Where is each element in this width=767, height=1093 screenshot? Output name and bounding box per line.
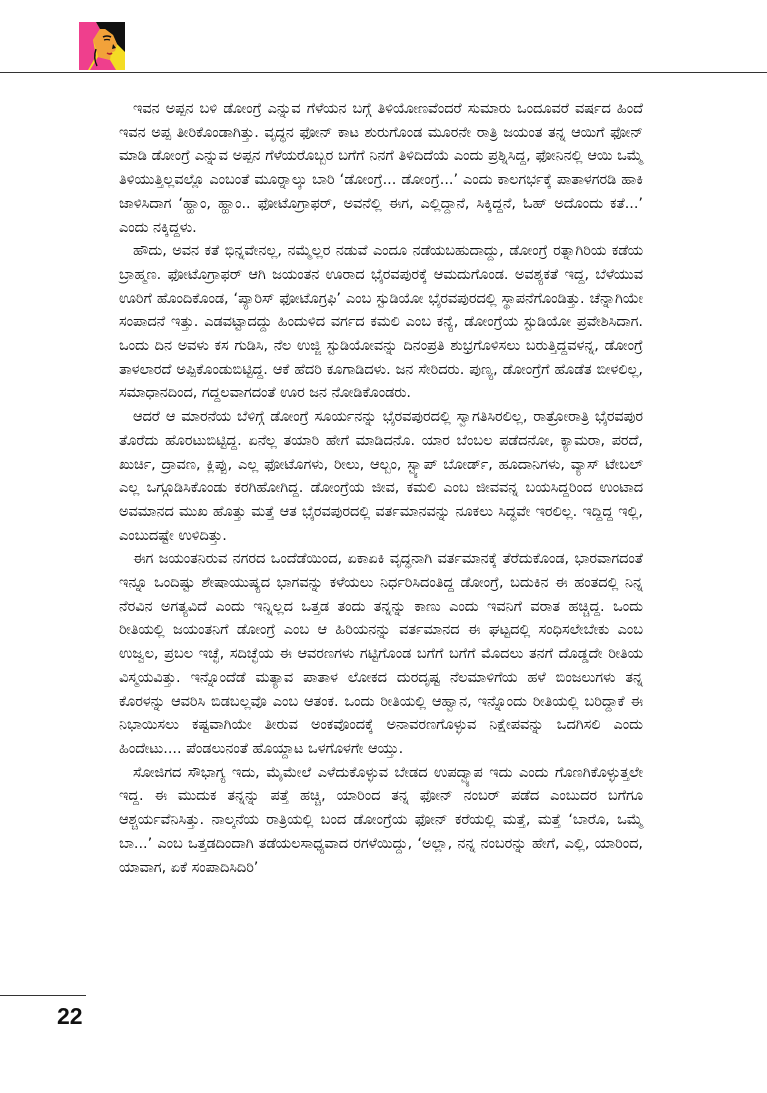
paragraph: ಈಗ ಜಯಂತನಿರುವ ನಗರದ ಒಂದೆಡೆಯಿಂದ, ಏಕಾಏಕಿ ವೃದ್ಧನಾಗಿ ವರ್ತಮಾನಕ್ಕೆ ತೆರೆದುಕೊಂಡ, ಭಾರವಾಗದಂತೆ ಇನ್ನೂ ಒಂದಿಷ್ಟು ಶೇಷಾಯುಷ್ಯದ ಭಾಗವನ್ನು ಕಳೆಯಲು ನಿರ್ಧರಿಸಿದಂತಿದ್ದ ಡೋಂಗ್ರೆ, ಬದುಕಿನ ಈ ಹಂತದಲ್ಲಿ ನಿನ್ನ ನೆರವಿನ ಅಗತ್ಯವಿದೆ ಎಂದು ಇನ್ನಿಲ್ಲದ ಒತ್ತಡ ತಂದು ತನ್ನನ್ನು ಕಾಣು ಎಂದು ಇವನಿಗೆ ವರಾತ ಹಚ್ಚಿದ್ದ. ಒಂದು ರೀತಿಯಲ್ಲಿ ಜಯಂತನಿಗೆ ಡೋಂಗ್ರೆ ಎಂಬ ಆ ಹಿರಿಯನನ್ನು ವರ್ತಮಾನದ ಈ ಘಟ್ಟದಲ್ಲಿ ಸಂಧಿಸಲೇಬೇಕು ಎಂಬ ಉಜ್ವಲ, ಪ್ರಬಲ ಇಚ್ಛೆ, ಸದಿಚ್ಛೆಯ ಈ ಆವರಣಗಳು ಗಟ್ಟಿಗೊಂಡ ಬಗೆಗೆ ಬಗೆಗೆ ಮೊದಲು ತನಗೆ ದೊಡ್ಡದೇ ರೀತಿಯ ವಿಸ್ಮಯವಿತ್ತು. ಇನ್ನೊಂದೆಡೆ ಮತ್ಯಾವ ಪಾತಾಳ ಲೋಕದ ದುರದೃಷ್ಟ ನೆಲಮಾಳಿಗೆಯ ಹಳೆ ಬಿಂಜಲುಗಳು ತನ್ನ ಕೊರಳನ್ನು ಆವರಿಸಿ ಬಿಡಬಲ್ಲವೊ ಎಂಬ ಆತಂಕ. ಒಂದು ರೀತಿಯಲ್ಲಿ ಆಹ್ವಾನ, ಇನ್ನೊಂದು ರೀತಿಯಲ್ಲಿ ಬರಿದ್ದಾಕೆ ಈ ನಿಭಾಯಿಸಲು ಕಷ್ಟವಾಗಿಯೇ ತೀರುವ ಅಂಕವೊಂದಕ್ಕೆ ಅನಾವರಣಗೊಳ್ಳುವ ನಿಕ್ಷೇಪವನ್ನು ಒದಗಿಸಲಿ ಎಂದು ಹಿಂದೇಟು.... ಪೆಂಡಲುನಂತೆ ಹೊಯ್ದಾಟ ಒಳಗೊಳಗೇ ಆಯ್ತು. [119, 551, 643, 757]
header-rule [0, 72, 767, 73]
page-number: 22 [57, 1003, 83, 1029]
paragraph: ಹೌದು, ಅವನ ಕತೆ ಭಿನ್ನವೇನಲ್ಲ, ನಮ್ಮೆಲ್ಲರ ನಡುವೆ ಎಂದೂ ನಡೆಯಬಹುದಾದ್ದು, ಡೋಂಗ್ರೆ ರತ್ನಾಗಿರಿಯ ಕಡೆಯ ಬ್ರಾಹ್ಮಣ. ಫೋಟೊಗ್ರಾಫರ್ ಆಗಿ ಜಯಂತನ ಊರಾದ ಭೈರವಪುರಕ್ಕೆ ಆಮದುಗೊಂಡ. ಅವಶ್ಯಕತೆ ಇದ್ದ, ಬೆಳೆಯುವ ಊರಿಗೆ ಹೊಂದಿಕೊಂಡ, ‘ಪ್ಯಾರಿಸ್ ಫೋಟೊಗ್ರಫಿ’ ಎಂಬ ಸ್ಟುಡಿಯೋ ಭೈರವಪುರದಲ್ಲಿ ಸ್ಥಾಪನೆಗೊಂಡಿತ್ತು. ಚೆನ್ನಾಗಿಯೇ ಸಂಪಾದನೆ ಇತ್ತು. ಎಡವಟ್ಟಾದದ್ದು ಹಿಂದುಳಿದ ವರ್ಗದ ಕಮಲಿ ಎಂಬ ಕನ್ಯೆ, ಡೋಂಗ್ರೆಯ ಸ್ಟುಡಿಯೋ ಪ್ರವೇಶಿಸಿದಾಗ. ಒಂದು ದಿನ ಅವಳು ಕಸ ಗುಡಿಸಿ, ನೆಲ ಉಜ್ಜಿ ಸ್ಟುಡಿಯೋವನ್ನು ದಿನಂಪ್ರತಿ ಶುಭ್ರಗೊಳಿಸಲು ಬರುತ್ತಿದ್ದವಳನ್ನ, ಡೋಂಗ್ರೆ ತಾಳಲಾರದೆ ಅಪ್ಪಿಕೊಂಡುಬಿಟ್ಟಿದ್ದ. ಆಕೆ ಹೆದರಿ ಕೂಗಾಡಿದಳು. ಜನ ಸೇರಿದರು. ಪುಣ್ಯ, ಡೋಂಗ್ರೆಗೆ ಹೊಡೆತ ಬೀಳಲಿಲ್ಲ, ಸಮಾಧಾನದಿಂದ, ಗದ್ದಲವಾಗದಂತೆ ಊರ ಜನ ನೋಡಿಕೊಂಡರು. [119, 243, 643, 402]
article-body [119, 98, 643, 880]
footer-rule [0, 995, 86, 996]
paragraph: ಸೋಜಿಗದ ಸೌಭಾಗ್ಯ ಇದು, ಮೈಮೇಲೆ ಎಳೆದುಕೊಳ್ಳುವ ಬೇಡದ ಉಪದ್ವ್ಯಾಪ ಇದು ಎಂದು ಗೊಣಗಿಕೊಳ್ಳುತ್ತಲೇ ಇದ್ದ. ಈ ಮುದುಕ ತನ್ನನ್ನು ಪತ್ತೆ ಹಚ್ಚಿ, ಯಾರಿಂದ ತನ್ನ ಫೋನ್ ನಂಬರ್ ಪಡೆದ ಎಂಬುದರ ಬಗೆಗೂ ಆಶ್ಚರ್ಯವೆನಿಸಿತ್ತು. ನಾಲ್ಕನೆಯ ರಾತ್ರಿಯಲ್ಲಿ ಬಂದ ಡೋಂಗ್ರೆಯ ಫೋನ್ ಕರೆಯಲ್ಲಿ ಮತ್ತೆ, ಮತ್ತೆ ‘ಬಾರೊ, ಒಮ್ಮೆ ಬಾ...’ ಎಂಬ ಒತ್ತಡದಿಂದಾಗಿ ತಡೆಯಲಸಾಧ್ಯವಾದ ರಗಳೆಯಿದ್ದು, ‘ಅಲ್ಲಾ, ನನ್ನ ನಂಬರನ್ನು ಹೇಗೆ, ಎಲ್ಲಿ, ಯಾರಿಂದ, ಯಾವಾಗ, ಏಕೆ ಸಂಪಾದಿಸಿದಿರಿ’ [119, 764, 643, 876]
woman-profile-icon [79, 22, 125, 70]
paragraph: ಆದರೆ ಆ ಮಾರನೆಯ ಬೆಳಿಗ್ಗೆ ಡೋಂಗ್ರೆ ಸೂರ್ಯನನ್ನು ಭೈರವಪುರದಲ್ಲಿ ಸ್ವಾಗತಿಸಿರಲಿಲ್ಲ, ರಾತ್ರೋರಾತ್ರಿ ಭೈರವಪುರ ತೊರೆದು ಹೊರಟುಬಿಟ್ಟಿದ್ದ. ಏನೆಲ್ಲ ತಯಾರಿ ಹೇಗೆ ಮಾಡಿದನೊ. ಯಾರ ಬೆಂಬಲ ಪಡೆದನೋ, ಕ್ಯಾಮರಾ, ಪರದೆ, ಖುರ್ಚಿ, ದ್ರಾವಣ, ಕ್ಲಿಪ್ಪು, ಎಲ್ಲ ಫೋಟೊಗಳು, ರೀಲು, ಆಲ್ಬಂ, ಸ್ಟ್ಯಾಪ್ ಬೋರ್ಡ್, ಹೂದಾನಿಗಳು, ವ್ಯಾಸ್ ಟೇಬಲ್ ಎಲ್ಲ ಒಗ್ಗೂಡಿಸಿಕೊಂಡು ಕರಗಿಹೋಗಿದ್ದ. ಡೋಂಗ್ರೆಯ ಜೀವ, ಕಮಲಿ ಎಂಬ ಜೀವವನ್ನ ಬಯಸಿದ್ದರಿಂದ ಉಂಟಾದ ಅವಮಾನದ ಮುಖ ಹೊತ್ತು ಮತ್ತೆ ಆತ ಭೈರವಪುರದಲ್ಲಿ ವರ್ತಮಾನವನ್ನು ನೂಕಲು ಸಿದ್ಧವೇ ಇರಲಿಲ್ಲ. ಇದ್ದಿದ್ದ ಇಲ್ಲಿ, ಎಂಬುದಷ್ಟೇ ಉಳಿದಿತ್ತು. [119, 409, 643, 544]
paragraph: ಇವನ ಅಪ್ಪನ ಬಳಿ ಡೋಂಗ್ರೆ ಎನ್ನುವ ಗೆಳೆಯನ ಬಗ್ಗೆ ತಿಳಿಯೋಣವೆಂದರೆ ಸುಮಾರು ಒಂದೂವರೆ ವರ್ಷದ ಹಿಂದೆ ಇವನ ಅಪ್ಪ ತೀರಿಕೊಂಡಾಗಿತ್ತು. ವೃದ್ಧನ ಫೋನ್ ಕಾಟ ಶುರುಗೊಂಡ ಮೂರನೇ ರಾತ್ರಿ ಜಯಂತ ತನ್ನ ಆಯಿಗೆ ಫೋನ್ ಮಾಡಿ ಡೋಂಗ್ರೆ ಎನ್ನುವ ಅಪ್ಪನ ಗೆಳೆಯರೊಬ್ಬರ ಬಗೆಗೆ ನಿನಗೆ ತಿಳಿದಿದೆಯೆ ಎಂದು ಪ್ರಶ್ನಿಸಿದ್ದ, ಫೋನಿನಲ್ಲಿ ಆಯಿ ಒಮ್ಮೆ ತಿಳಿಯುತ್ತಿಲ್ಲವಲ್ಲೊ ಎಂಬಂತೆ ಮೂರ್‍ನಾಲ್ಕು ಬಾರಿ ‘ಡೋಂಗ್ರೆ... ಡೋಂಗ್ರೆ...’ ಎಂದು ಕಾಲಗರ್ಭಕ್ಕೆ ಪಾತಾಳಗರಡಿ ಹಾಕಿ ಜಾಳಿಸಿದಾಗ ‘ಹ್ಹಾಂ, ಹ್ಹಾಂ.. ಫೋಟೊಗ್ರಾಫರ್, ಅವನೆಲ್ಲಿ ಈಗ, ಎಲ್ಲಿದ್ದಾನೆ, ಸಿಕ್ಕಿದ್ದನೆ, ಓಹ್ ಅದೊಂದು ಕತೆ...’ ಎಂದು ನಕ್ಕಿದ್ದಳು. [119, 101, 643, 236]
magazine-logo [79, 22, 125, 70]
